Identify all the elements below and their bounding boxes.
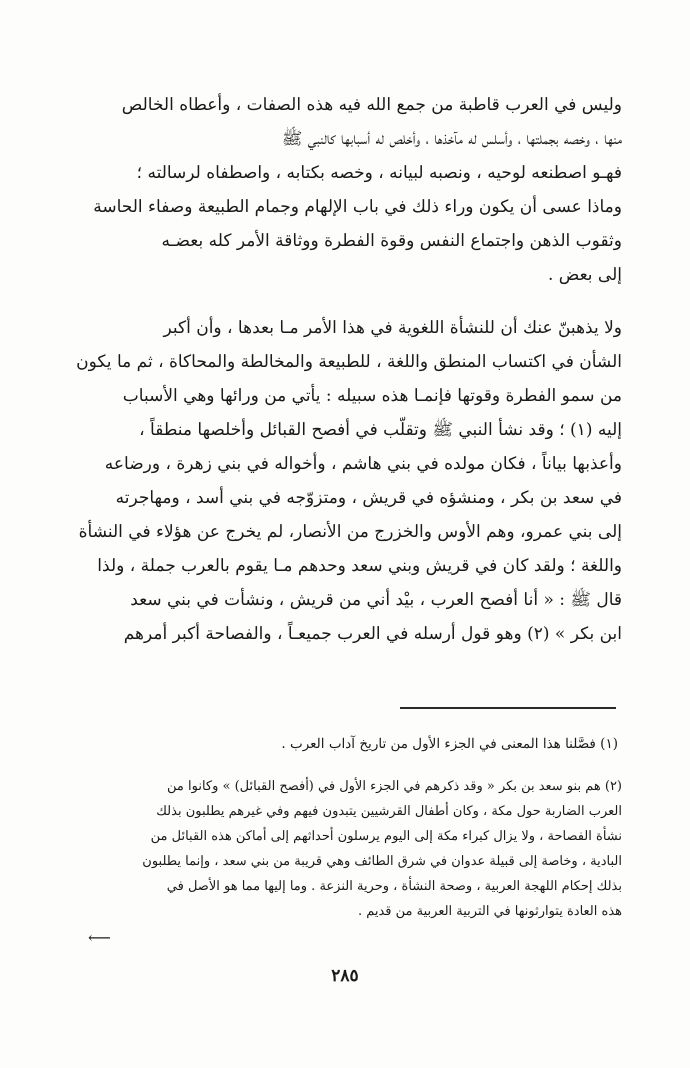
footnote-separator: [400, 707, 616, 709]
footnote-line: (٢) هم بنو سعد بن بكر « وقد ذكرهم في الجزء الأول في (أفصح القبائل) » وكانوا من: [167, 779, 622, 794]
text-line: من سمو الفطرة وقوتها فإنمـا هذه سبيله : يأتي من ورائها وهي الأسباب: [122, 386, 622, 406]
text-line: وثقوب الذهن واجتماع النفس وقوة الفطرة ووثاقة الأمر كله بعضـه: [161, 231, 622, 251]
footnote-line: هذه العادة يتوارثونها في التربية العربية من قديم .: [357, 904, 622, 919]
footnote-line: العرب الضاربة حول مكة ، وكان أطفال القرشيين يتبدون فيهم وفي غيرهم يطلبون بذلك: [156, 804, 622, 819]
text-line: ولا يذهبنّ عنك أن للنشأة اللغوية في هذا الأمر مـا بعدها ، وأن أكبر: [163, 318, 622, 338]
paragraph-1: [62, 88, 622, 292]
footnote-line: البادية ، وخاصة إلى قبيلة عدوان في شرق الطائف وهي قريبة من بني سعد ، وإنما يطلبون: [142, 854, 622, 869]
text-line: إليه (١) ؛ وقد نشأ النبي ﷺ وتقلّب في أفصح القبائل وأخلصها منطقاً ،: [139, 420, 622, 440]
footnote-2: [62, 774, 622, 924]
footnote-1: (١) فصَّلنا هذا المعنى في الجزء الأول من تاريخ آداب العرب .: [281, 736, 618, 752]
text-line: منها ، وخصه بجملتها ، وأسلس له مآخذها ، وأخلص له أسبابها كالنبي ﷺ: [281, 129, 622, 149]
text-line: وأعذبها بياناً ، فكان مولده في بني هاشم ، وأخواله في بني زهرة ، ورضاعه: [104, 454, 622, 474]
text-line: إلى بني عمرو، وهم الأوس والخزرج من الأنصار، لم يخرج عن هؤلاء في النشأة: [78, 522, 622, 542]
text-line: فهـو اصطنعه لوحيه ، ونصبه لبيانه ، وخصه بكتابه ، واصطفاه لرسالته ؛: [136, 163, 622, 183]
continuation-arrow-icon: ⟵: [88, 928, 111, 947]
page-number: ٢٨٥: [331, 966, 359, 986]
text-line: الشأن في اكتساب المنطق واللغة ، للطبيعة والمخالطة والمحاكاة ، ثم ما يكون: [76, 352, 622, 372]
text-line: إلى بعض .: [547, 265, 622, 285]
text-line: واللغة ؛ ولقد كان في قريش وبني سعد وحدهم مـا يقوم بالعرب جملة ، ولذا: [97, 556, 622, 576]
footnote-line: نشأة الفصاحة ، ولا يزال كبراء مكة إلى اليوم يرسلون أحداثهم إلى أماكن هذه القبائل من: [150, 829, 622, 844]
text-line: وماذا عسى أن يكون وراء ذلك في باب الإلهام وجمام الطبيعة وصفاء الحاسة: [93, 197, 622, 217]
text-line: قال ﷺ : « أنا أفصح العرب ، بيْد أني من قريش ، ونشأت في بني سعد: [130, 590, 622, 610]
paragraph-2: [62, 311, 622, 651]
footnote-line: بذلك إحكام اللهجة العربية ، وصحة النشأة ، وحرية النزعة . وما إليها مما هو الأصل في: [166, 879, 622, 894]
text-line: في سعد بن بكر ، ومنشؤه في قريش ، ومتزوّجه في بني أسد ، ومهاجرته: [115, 488, 622, 508]
text-line: وليس في العرب قاطبة من جمع الله فيه هذه الصفات ، وأعطاه الخالص: [121, 95, 622, 115]
text-line: ابن بكر » (٢) وهو قول أرسله في العرب جميعـاً ، والفصاحة أكبر أمرهم: [123, 624, 622, 644]
